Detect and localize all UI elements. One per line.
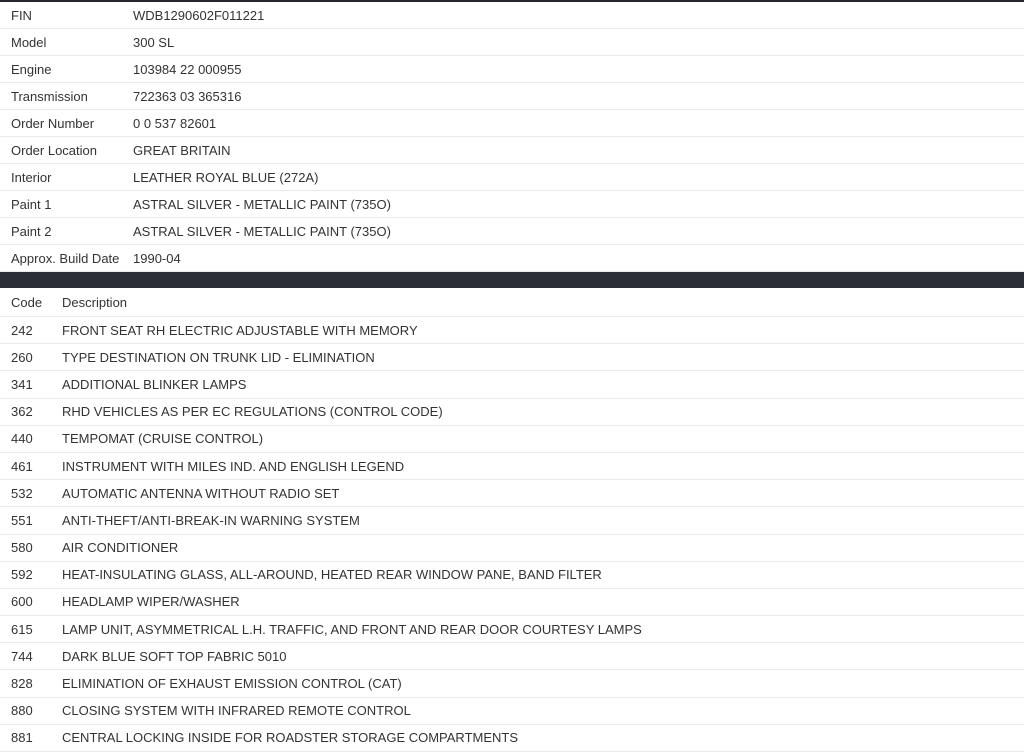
option-code: 532 — [11, 485, 33, 501]
option-description: ELIMINATION OF EXHAUST EMISSION CONTROL (CAT) — [62, 676, 402, 692]
option-description: FRONT SEAT RH ELECTRIC ADJUSTABLE WITH MEMORY — [62, 322, 418, 338]
option-code: 461 — [11, 458, 33, 474]
option-code: 551 — [11, 512, 33, 528]
info-value: 0 0 537 82601 — [133, 115, 217, 131]
option-row — [0, 643, 1024, 670]
option-code: 242 — [11, 322, 33, 338]
option-description: TYPE DESTINATION ON TRUNK LID - ELIMINATION — [62, 349, 375, 365]
option-description: RHD VEHICLES AS PER EC REGULATIONS (CONTROL CODE) — [62, 404, 443, 420]
vehicle-info-row — [0, 137, 1024, 164]
option-description: ADDITIONAL BLINKER LAMPS — [62, 376, 247, 392]
vehicle-info-row — [0, 2, 1024, 29]
option-row — [0, 725, 1024, 752]
option-description: CENTRAL LOCKING INSIDE FOR ROADSTER STORAGE COMPARTMENTS — [62, 730, 519, 746]
vehicle-info-row — [0, 164, 1024, 191]
vehicle-info-row — [0, 29, 1024, 56]
option-description: HEAT-INSULATING GLASS, ALL-AROUND, HEATED REAR WINDOW PANE, BAND FILTER — [62, 567, 602, 583]
option-row — [0, 399, 1024, 426]
info-label: FIN — [11, 7, 32, 23]
info-label: Model — [11, 34, 47, 50]
option-code: 260 — [11, 349, 33, 365]
option-description: AUTOMATIC ANTENNA WITHOUT RADIO SET — [62, 485, 340, 501]
vehicle-info-row — [0, 110, 1024, 137]
code-column-header: Code — [11, 294, 43, 310]
option-row — [0, 616, 1024, 643]
info-value: 722363 03 365316 — [133, 88, 242, 104]
vehicle-info-table — [0, 2, 1024, 272]
info-label: Order Number — [11, 115, 95, 131]
option-row — [0, 535, 1024, 562]
description-column-header: Description — [62, 294, 128, 310]
option-row — [0, 480, 1024, 507]
info-value: ASTRAL SILVER - METALLIC PAINT (735O) — [133, 196, 391, 212]
info-label: Paint 1 — [11, 196, 52, 212]
vehicle-info-row — [0, 218, 1024, 245]
option-row — [0, 426, 1024, 453]
option-code: 580 — [11, 540, 33, 556]
info-label: Interior — [11, 169, 52, 185]
option-row — [0, 371, 1024, 398]
option-row — [0, 589, 1024, 616]
options-header-row — [0, 288, 1024, 317]
option-row — [0, 562, 1024, 589]
option-code: 880 — [11, 703, 33, 719]
vehicle-info-row — [0, 191, 1024, 218]
option-description: HEADLAMP WIPER/WASHER — [62, 594, 240, 610]
option-description: DARK BLUE SOFT TOP FABRIC 5010 — [62, 648, 287, 664]
options-table-body — [0, 317, 1024, 752]
option-code: 341 — [11, 376, 33, 392]
info-label: Approx. Build Date — [11, 250, 120, 266]
info-label: Paint 2 — [11, 223, 52, 239]
info-value: GREAT BRITAIN — [133, 142, 231, 158]
option-code: 828 — [11, 676, 33, 692]
info-label: Order Location — [11, 142, 97, 158]
option-code: 744 — [11, 648, 33, 664]
info-value: WDB1290602F011221 — [133, 7, 265, 23]
option-description: TEMPOMAT (CRUISE CONTROL) — [62, 431, 264, 447]
option-row — [0, 507, 1024, 534]
option-row — [0, 670, 1024, 697]
option-row — [0, 453, 1024, 480]
option-code: 881 — [11, 730, 33, 746]
option-description: LAMP UNIT, ASYMMETRICAL L.H. TRAFFIC, AND FRONT AND REAR DOOR COURTESY LAMPS — [62, 621, 642, 637]
info-value: 1990-04 — [133, 250, 181, 266]
info-label: Transmission — [11, 88, 88, 104]
vehicle-info-row — [0, 83, 1024, 110]
info-value: ASTRAL SILVER - METALLIC PAINT (735O) — [133, 223, 391, 239]
option-row — [0, 317, 1024, 344]
option-description: ANTI-THEFT/ANTI-BREAK-IN WARNING SYSTEM — [62, 512, 360, 528]
option-code: 592 — [11, 567, 33, 583]
option-description: INSTRUMENT WITH MILES IND. AND ENGLISH LEGEND — [62, 458, 405, 474]
vehicle-info-row — [0, 245, 1024, 272]
option-code: 615 — [11, 621, 33, 637]
option-description: AIR CONDITIONER — [62, 540, 179, 556]
option-codes-table — [0, 288, 1024, 752]
vehicle-info-row — [0, 56, 1024, 83]
info-value: 103984 22 000955 — [133, 61, 242, 77]
option-row — [0, 698, 1024, 725]
info-value: 300 SL — [133, 34, 175, 50]
option-row — [0, 344, 1024, 371]
option-code: 362 — [11, 404, 33, 420]
section-divider-bar — [0, 272, 1024, 288]
info-label: Engine — [11, 61, 52, 77]
info-value: LEATHER ROYAL BLUE (272A) — [133, 169, 319, 185]
option-description: CLOSING SYSTEM WITH INFRARED REMOTE CONTROL — [62, 703, 411, 719]
option-code: 600 — [11, 594, 33, 610]
option-code: 440 — [11, 431, 33, 447]
